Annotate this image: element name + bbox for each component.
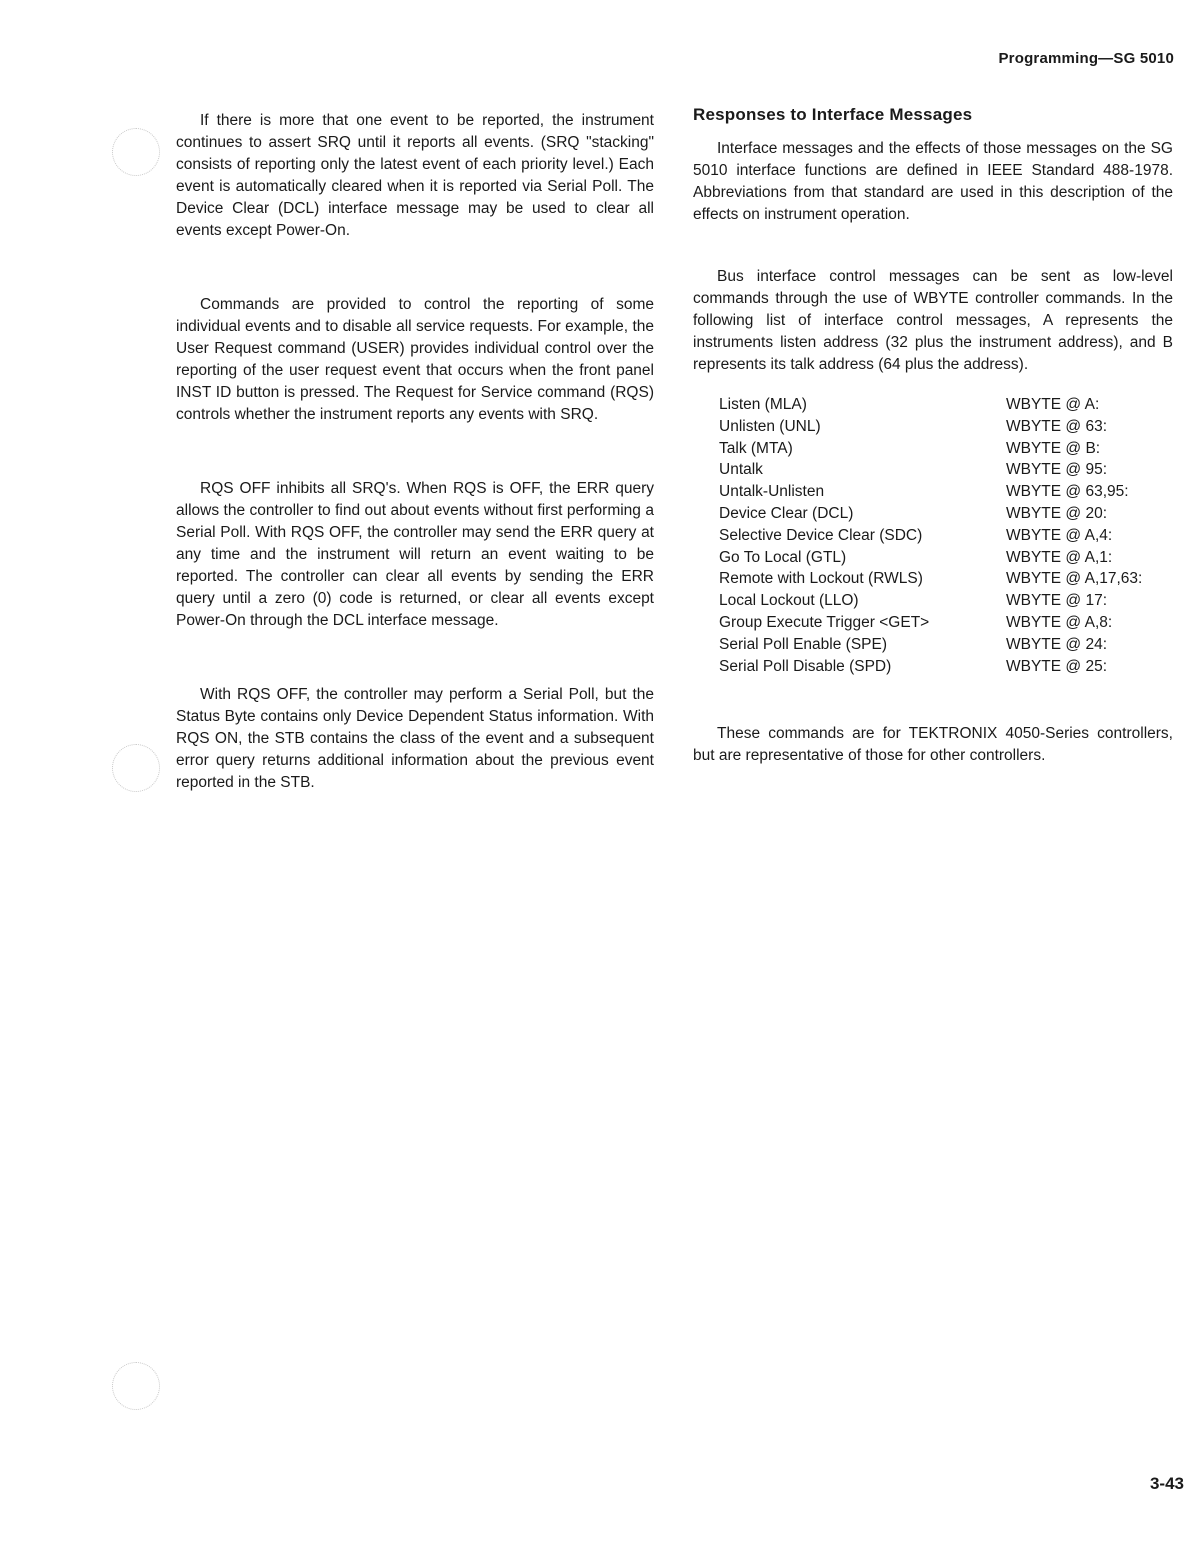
punch-hole-mark xyxy=(112,1362,160,1410)
command-name: Go To Local (GTL) xyxy=(719,548,847,566)
table-row xyxy=(719,525,1142,547)
command-code: WBYTE @ A,4: xyxy=(1006,526,1113,544)
punch-hole-mark xyxy=(112,128,160,176)
command-code: WBYTE @ B: xyxy=(1006,439,1101,457)
command-code: WBYTE @ 95: xyxy=(1006,461,1108,479)
table-row xyxy=(719,547,1142,569)
command-code: WBYTE @ A,1: xyxy=(1006,548,1113,566)
command-code: WBYTE @ 63,95: xyxy=(1006,483,1129,501)
table-row xyxy=(719,634,1142,656)
command-code: WBYTE @ 24: xyxy=(1006,635,1108,653)
command-name: Unlisten (UNL) xyxy=(719,417,821,435)
paragraph-interface-messages: Interface messages and the effects of those messages on the SG 5010 interface functions are defined in IEEE Standard 488-1978. Abbreviations from that standard are used in this description of the effects on instrument operation. xyxy=(693,140,1173,223)
command-name: Serial Poll Disable (SPD) xyxy=(719,657,892,675)
command-name: Remote with Lockout (RWLS) xyxy=(719,570,923,588)
command-name: Untalk-Unlisten xyxy=(719,483,825,501)
paragraph-rqs-off: RQS OFF inhibits all SRQ's. When RQS is OFF, the ERR query allows the controller to find out about events without first performing a Serial Poll. With RQS OFF, the controller may send the ERR query at any time and the instrument will return an event waiting to be reported. The controller can clear all events by sending the ERR query until a zero (0) code is returned, or clear all events except Power-On through the DCL interface message. xyxy=(176,480,654,629)
command-code: WBYTE @ 20: xyxy=(1006,504,1108,522)
command-code: WBYTE @ 63: xyxy=(1006,417,1108,435)
command-name: Local Lockout (LLO) xyxy=(719,592,859,610)
command-name: Listen (MLA) xyxy=(719,396,807,413)
command-name: Device Clear (DCL) xyxy=(719,504,854,522)
command-code: WBYTE @ A,8: xyxy=(1006,613,1113,631)
paragraph-bus-control: Bus interface control messages can be sent as low-level commands through the use of WBYTE controller commands. In the following list of interface control messages, A represents the instruments listen address (32 plus the instrument address), and B represents its talk address (64 plus the address). xyxy=(693,268,1173,373)
table-row xyxy=(719,590,1142,612)
paragraph-srq-stacking: If there is more that one event to be reported, the instrument continues to assert SRQ until it reports all events. (SRQ "stacking" consists of reporting only the latest event of each priority level.) Each event is automatically cleared when it is reported via Serial Poll. The Device Clear (DCL) interface message may be used to clear all events except Power-On. xyxy=(176,112,654,239)
table-row xyxy=(719,656,1142,678)
command-name: Selective Device Clear (SDC) xyxy=(719,526,923,544)
command-code: WBYTE @ A: xyxy=(1006,396,1100,413)
command-name: Serial Poll Enable (SPE) xyxy=(719,635,887,653)
command-code: WBYTE @ 17: xyxy=(1006,592,1108,610)
table-row xyxy=(719,612,1142,634)
punch-hole-mark xyxy=(112,744,160,792)
command-name: Group Execute Trigger <GET> xyxy=(719,613,930,631)
section-heading: Responses to Interface Messages xyxy=(693,105,973,124)
command-name: Untalk xyxy=(719,461,763,479)
command-code: WBYTE @ A,17,63: xyxy=(1006,570,1143,588)
command-name: Talk (MTA) xyxy=(719,439,793,457)
left-column xyxy=(176,110,654,794)
running-header: Programming—SG 5010 xyxy=(998,50,1174,67)
paragraph-event-commands: Commands are provided to control the reporting of some individual events and to disable all service requests. For example, the User Request command (USER) provides individual control over the reporting of the user request event that occurs when the front panel INST ID button is pressed. The Request for Service command (RQS) controls whether the instrument reports any events with SRQ. xyxy=(176,296,654,423)
right-column xyxy=(693,104,1173,767)
table-row xyxy=(719,568,1142,590)
interface-command-table xyxy=(719,394,1142,677)
table-row xyxy=(719,394,1142,416)
command-code: WBYTE @ 25: xyxy=(1006,657,1108,675)
table-row xyxy=(719,416,1142,438)
table-row xyxy=(719,438,1142,460)
paragraph-controller-note: These commands are for TEKTRONIX 4050-Series controllers, but are representative of those for other controllers. xyxy=(693,725,1173,765)
paragraph-serial-poll: With RQS OFF, the controller may perform a Serial Poll, but the Status Byte contains only Device Dependent Status information. With RQS ON, the STB contains the class of the event and a subsequent error query returns additional information about the previous event reported in the STB. xyxy=(176,686,654,791)
table-row xyxy=(719,503,1142,525)
table-row xyxy=(719,481,1142,503)
page-number: 3-43 xyxy=(1149,1474,1184,1493)
table-row xyxy=(719,459,1142,481)
